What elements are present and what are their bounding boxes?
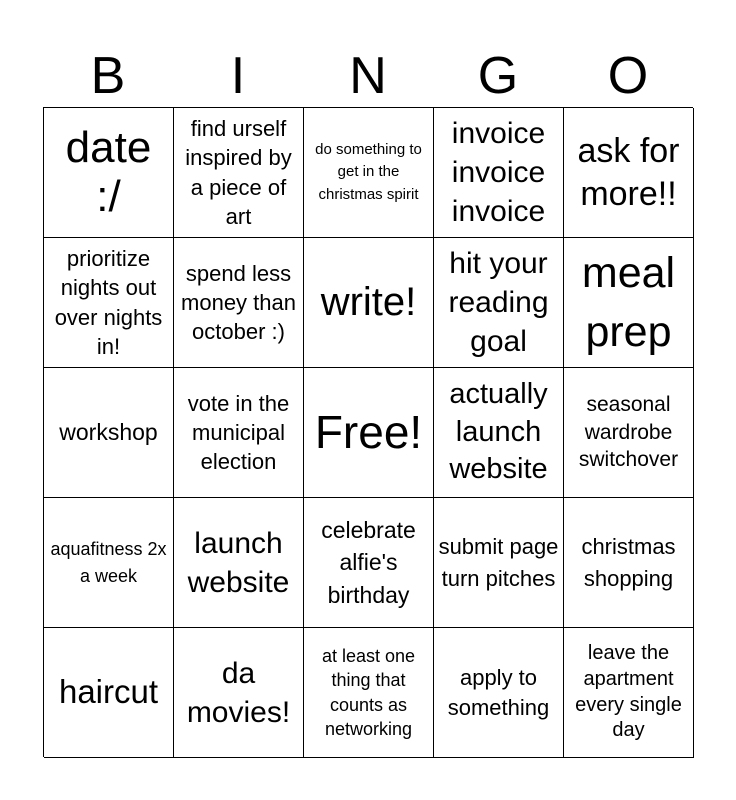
cell-text: do something to get in the christmas spirit <box>315 140 422 203</box>
bingo-card-grid <box>43 107 693 757</box>
cell-text: spend less money than october :) <box>181 260 296 345</box>
bingo-cell[interactable] <box>174 238 304 368</box>
bingo-cell[interactable] <box>434 498 564 628</box>
bingo-header <box>43 44 693 108</box>
bingo-cell[interactable] <box>304 108 434 238</box>
cell-text: hit your reading goal <box>448 247 549 358</box>
cell-text: apply to something <box>447 664 550 720</box>
bingo-cell[interactable] <box>564 498 694 628</box>
cell-text: haircut <box>58 673 159 711</box>
cell-text: seasonal wardrobe switchover <box>578 392 679 472</box>
header-letter-b: B <box>90 47 126 105</box>
bingo-cell[interactable] <box>174 108 304 238</box>
cell-text: find urself inspired by a piece of art <box>185 116 292 229</box>
cell-text: prioritize nights out over nights in! <box>54 246 163 359</box>
bingo-cell[interactable] <box>44 498 174 628</box>
cell-text: aquafitness 2x a week <box>50 539 167 586</box>
bingo-cell[interactable] <box>304 368 434 498</box>
bingo-cell[interactable] <box>174 368 304 498</box>
bingo-cell[interactable] <box>304 238 434 368</box>
bingo-cell[interactable] <box>434 238 564 368</box>
bingo-cell[interactable] <box>44 368 174 498</box>
bingo-cell[interactable] <box>174 498 304 628</box>
cell-text: write! <box>320 280 417 325</box>
cell-text: christmas shopping <box>581 533 676 591</box>
bingo-cell[interactable] <box>434 368 564 498</box>
cell-text: invoice invoice invoice <box>451 117 546 228</box>
bingo-cell[interactable] <box>434 108 564 238</box>
cell-text: ask for more!! <box>577 132 680 213</box>
cell-text: workshop <box>59 419 158 446</box>
bingo-cell[interactable] <box>564 368 694 498</box>
bingo-cell[interactable] <box>564 238 694 368</box>
bingo-cell[interactable] <box>304 498 434 628</box>
bingo-cell[interactable] <box>174 628 304 758</box>
cell-text: Free! <box>314 406 423 459</box>
bingo-cell[interactable] <box>44 628 174 758</box>
bingo-cell[interactable] <box>564 628 694 758</box>
cell-text: date :/ <box>65 123 152 221</box>
cell-text: da movies! <box>186 656 291 729</box>
cell-text: submit page turn pitches <box>438 533 559 591</box>
header-letter-g: G <box>477 47 519 105</box>
cell-text: launch website <box>187 526 290 599</box>
cell-text: leave the apartment every single day <box>575 642 682 742</box>
bingo-cell[interactable] <box>44 108 174 238</box>
bingo-cell[interactable] <box>44 238 174 368</box>
header-letter-o: O <box>607 47 649 105</box>
bingo-cell[interactable] <box>564 108 694 238</box>
cell-text: vote in the municipal election <box>187 390 290 475</box>
cell-text: actually launch website <box>449 377 548 486</box>
bingo-cell[interactable] <box>304 628 434 758</box>
cell-text: at least one thing that counts as networking <box>321 645 416 739</box>
header-letter-n: N <box>349 47 387 105</box>
cell-text: meal prep <box>581 249 676 356</box>
cell-text: celebrate alfie's birthday <box>321 517 416 608</box>
header-letter-i: I <box>230 47 246 105</box>
bingo-cell[interactable] <box>434 628 564 758</box>
